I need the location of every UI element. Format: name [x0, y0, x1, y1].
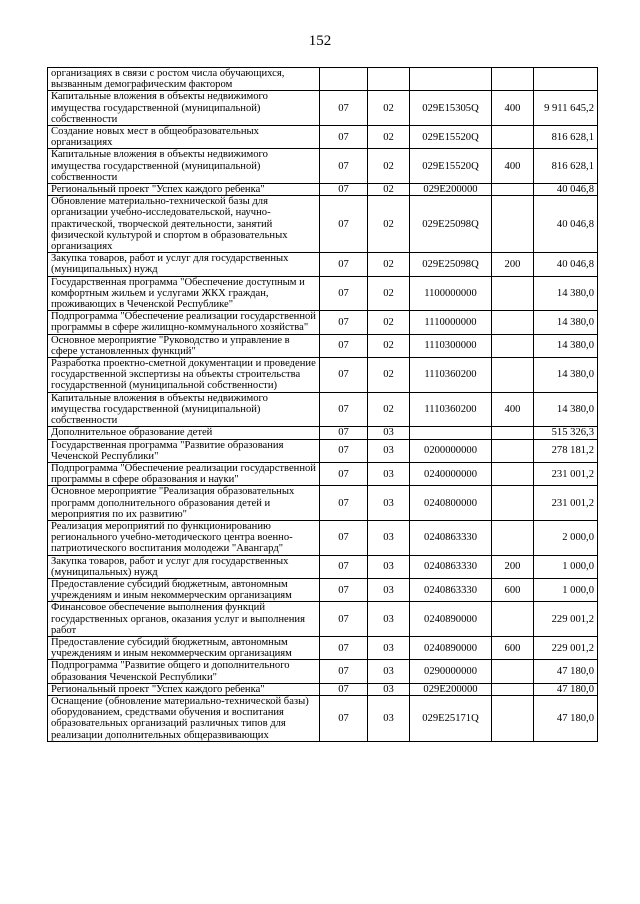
expense-type-code-cell — [492, 427, 534, 439]
target-article-code-cell: 0200000000 — [410, 439, 492, 462]
amount-cell: 229 001,2 — [534, 602, 598, 637]
amount-cell: 40 046,8 — [534, 196, 598, 253]
section-code-cell: 07 — [320, 91, 368, 126]
table-row — [48, 602, 598, 637]
target-article-code-cell: 029E200000 — [410, 184, 492, 196]
expenditure-name-cell: Региональный проект "Успех каждого ребенка" — [48, 184, 320, 196]
expense-type-code-cell — [492, 462, 534, 485]
target-article-code-cell: 029E25098Q — [410, 253, 492, 276]
subsection-code-cell: 03 — [368, 462, 410, 485]
expense-type-code-cell — [492, 695, 534, 741]
amount-cell: 9 911 645,2 — [534, 91, 598, 126]
expense-type-code-cell — [492, 602, 534, 637]
section-code-cell: 07 — [320, 555, 368, 578]
table-row — [48, 427, 598, 439]
target-article-code-cell — [410, 427, 492, 439]
subsection-code-cell: 03 — [368, 578, 410, 601]
section-code-cell: 07 — [320, 196, 368, 253]
target-article-code-cell: 0240863330 — [410, 555, 492, 578]
expenditure-name-cell: Реализация мероприятий по функционированию регионального учебно-методического центра военно-патриотического воспитания молодежи "Авангард" — [48, 520, 320, 555]
amount-cell: 14 380,0 — [534, 334, 598, 357]
target-article-code-cell: 029E15520Q — [410, 149, 492, 184]
expenditure-name-cell: Подпрограмма "Обеспечение реализации государственной программы в сфере жилищно-коммунального хозяйства" — [48, 311, 320, 334]
subsection-code-cell: 02 — [368, 334, 410, 357]
expenditure-name-cell: Финансовое обеспечение выполнения функций государственных органов, оказания услуг и выполнения работ — [48, 602, 320, 637]
table-row — [48, 520, 598, 555]
target-article-code-cell: 1110360200 — [410, 358, 492, 393]
table-row — [48, 91, 598, 126]
subsection-code-cell: 03 — [368, 439, 410, 462]
amount-cell: 2 000,0 — [534, 520, 598, 555]
table-row — [48, 660, 598, 683]
page-number: 152 — [308, 33, 332, 49]
target-article-code-cell: 1110000000 — [410, 311, 492, 334]
subsection-code-cell: 03 — [368, 636, 410, 659]
expense-type-code-cell: 600 — [492, 578, 534, 601]
amount-cell: 14 380,0 — [534, 276, 598, 311]
expense-type-code-cell — [492, 196, 534, 253]
subsection-code-cell: 02 — [368, 149, 410, 184]
table-row — [48, 683, 598, 695]
section-code-cell: 07 — [320, 149, 368, 184]
amount-cell: 816 628,1 — [534, 126, 598, 149]
target-article-code-cell: 0240000000 — [410, 462, 492, 485]
section-code-cell: 07 — [320, 358, 368, 393]
expense-type-code-cell — [492, 276, 534, 311]
amount-cell: 515 326,3 — [534, 427, 598, 439]
section-code-cell: 07 — [320, 439, 368, 462]
section-code-cell: 07 — [320, 427, 368, 439]
expenditure-name-cell: Государственная программа "Развитие образования Чеченской Республики" — [48, 439, 320, 462]
target-article-code-cell: 0290000000 — [410, 660, 492, 683]
expense-type-code-cell — [492, 520, 534, 555]
subsection-code-cell: 02 — [368, 276, 410, 311]
expenditure-name-cell: Предоставление субсидий бюджетным, автономным учреждениям и иным некоммерческим организациям — [48, 636, 320, 659]
section-code-cell: 07 — [320, 695, 368, 741]
amount-cell — [534, 68, 598, 91]
target-article-code-cell: 029E25098Q — [410, 196, 492, 253]
expense-type-code-cell — [492, 311, 534, 334]
table-row — [48, 196, 598, 253]
subsection-code-cell: 03 — [368, 660, 410, 683]
expenditure-name-cell: Закупка товаров, работ и услуг для государственных (муниципальных) нужд — [48, 555, 320, 578]
expense-type-code-cell — [492, 358, 534, 393]
table-row — [48, 184, 598, 196]
amount-cell: 1 000,0 — [534, 555, 598, 578]
target-article-code-cell: 1110300000 — [410, 334, 492, 357]
table-row — [48, 695, 598, 741]
subsection-code-cell: 03 — [368, 695, 410, 741]
subsection-code-cell: 02 — [368, 392, 410, 427]
budget-table-body — [48, 68, 598, 742]
target-article-code-cell: 029E200000 — [410, 683, 492, 695]
amount-cell: 40 046,8 — [534, 253, 598, 276]
amount-cell: 14 380,0 — [534, 358, 598, 393]
section-code-cell: 07 — [320, 578, 368, 601]
subsection-code-cell: 02 — [368, 196, 410, 253]
expense-type-code-cell: 600 — [492, 636, 534, 659]
table-row — [48, 555, 598, 578]
expenditure-name-cell: Закупка товаров, работ и услуг для государственных (муниципальных) нужд — [48, 253, 320, 276]
target-article-code-cell: 1100000000 — [410, 276, 492, 311]
expense-type-code-cell — [492, 126, 534, 149]
table-row — [48, 253, 598, 276]
expense-type-code-cell — [492, 334, 534, 357]
expense-type-code-cell — [492, 683, 534, 695]
amount-cell: 47 180,0 — [534, 660, 598, 683]
expense-type-code-cell: 400 — [492, 91, 534, 126]
expenditure-name-cell: Предоставление субсидий бюджетным, автономным учреждениям и иным некоммерческим организациям — [48, 578, 320, 601]
table-row — [48, 462, 598, 485]
expense-type-code-cell — [492, 68, 534, 91]
amount-cell: 1 000,0 — [534, 578, 598, 601]
table-row — [48, 311, 598, 334]
table-row — [48, 392, 598, 427]
expenditure-name-cell: Обновление материально-технической базы для организации учебно-исследовательской, научно-практической, творческой деятельности, занятий физической культурой и спортом в образовательных организациях — [48, 196, 320, 253]
expenditure-name-cell: Региональный проект "Успех каждого ребенка" — [48, 683, 320, 695]
target-article-code-cell: 0240863330 — [410, 520, 492, 555]
amount-cell: 816 628,1 — [534, 149, 598, 184]
target-article-code-cell: 1110360200 — [410, 392, 492, 427]
section-code-cell: 07 — [320, 126, 368, 149]
expense-type-code-cell: 200 — [492, 253, 534, 276]
subsection-code-cell: 02 — [368, 253, 410, 276]
target-article-code-cell — [410, 68, 492, 91]
expenditure-name-cell: Государственная программа "Обеспечение доступным и комфортным жильем и услугами ЖКХ граждан, проживающих в Чеченской Республике" — [48, 276, 320, 311]
table-row — [48, 578, 598, 601]
expenditure-name-cell: Подпрограмма "Развитие общего и дополнительного образования Чеченской Республики" — [48, 660, 320, 683]
amount-cell: 14 380,0 — [534, 392, 598, 427]
amount-cell: 40 046,8 — [534, 184, 598, 196]
amount-cell: 229 001,2 — [534, 636, 598, 659]
subsection-code-cell: 03 — [368, 427, 410, 439]
section-code-cell: 07 — [320, 311, 368, 334]
target-article-code-cell: 0240890000 — [410, 602, 492, 637]
expense-type-code-cell — [492, 486, 534, 521]
expenditure-name-cell: Капитальные вложения в объекты недвижимого имущества государственной (муниципальной) собственности — [48, 91, 320, 126]
expenditure-name-cell: Оснащение (обновление материально-технической базы) оборудованием, средствами обучения и воспитания образовательных организаций различных типов для реализации дополнительных общеразвивающих — [48, 695, 320, 741]
table-row — [48, 486, 598, 521]
budget-table — [47, 67, 598, 742]
subsection-code-cell: 03 — [368, 683, 410, 695]
amount-cell: 14 380,0 — [534, 311, 598, 334]
amount-cell: 47 180,0 — [534, 683, 598, 695]
section-code-cell: 07 — [320, 184, 368, 196]
target-article-code-cell: 029E25171Q — [410, 695, 492, 741]
expenditure-name-cell: Основное мероприятие "Руководство и управление в сфере установленных функций" — [48, 334, 320, 357]
target-article-code-cell: 029E15305Q — [410, 91, 492, 126]
amount-cell: 278 181,2 — [534, 439, 598, 462]
subsection-code-cell: 02 — [368, 358, 410, 393]
expenditure-name-cell: Дополнительное образование детей — [48, 427, 320, 439]
expense-type-code-cell: 400 — [492, 392, 534, 427]
expenditure-name-cell: организациях в связи с ростом числа обучающихся, вызванным демографическим фактором — [48, 68, 320, 91]
expense-type-code-cell — [492, 184, 534, 196]
subsection-code-cell: 02 — [368, 91, 410, 126]
section-code-cell: 07 — [320, 334, 368, 357]
section-code-cell: 07 — [320, 486, 368, 521]
subsection-code-cell: 02 — [368, 311, 410, 334]
subsection-code-cell: 03 — [368, 486, 410, 521]
target-article-code-cell: 029E15520Q — [410, 126, 492, 149]
section-code-cell: 07 — [320, 683, 368, 695]
expense-type-code-cell: 400 — [492, 149, 534, 184]
subsection-code-cell: 03 — [368, 555, 410, 578]
table-row — [48, 276, 598, 311]
section-code-cell: 07 — [320, 392, 368, 427]
table-row — [48, 149, 598, 184]
table-row — [48, 68, 598, 91]
table-row — [48, 636, 598, 659]
table-row — [48, 334, 598, 357]
subsection-code-cell: 03 — [368, 602, 410, 637]
section-code-cell: 07 — [320, 636, 368, 659]
expense-type-code-cell — [492, 439, 534, 462]
section-code-cell: 07 — [320, 276, 368, 311]
subsection-code-cell: 03 — [368, 520, 410, 555]
section-code-cell: 07 — [320, 462, 368, 485]
target-article-code-cell: 0240890000 — [410, 636, 492, 659]
table-row — [48, 439, 598, 462]
expenditure-name-cell: Разработка проектно-сметной документации и проведение государственной экспертизы на объекты строительства государственной (муниципальной собственности) — [48, 358, 320, 393]
expense-type-code-cell — [492, 660, 534, 683]
section-code-cell: 07 — [320, 602, 368, 637]
amount-cell: 47 180,0 — [534, 695, 598, 741]
expenditure-name-cell: Капитальные вложения в объекты недвижимого имущества государственной (муниципальной) собственности — [48, 392, 320, 427]
target-article-code-cell: 0240800000 — [410, 486, 492, 521]
expense-type-code-cell: 200 — [492, 555, 534, 578]
section-code-cell: 07 — [320, 253, 368, 276]
subsection-code-cell — [368, 68, 410, 91]
amount-cell: 231 001,2 — [534, 462, 598, 485]
expenditure-name-cell: Подпрограмма "Обеспечение реализации государственной программы в сфере образования и науки" — [48, 462, 320, 485]
expenditure-name-cell: Основное мероприятие "Реализация образовательных программ дополнительного образования детей и мероприятия по их развитию" — [48, 486, 320, 521]
expenditure-name-cell: Создание новых мест в общеобразовательных организациях — [48, 126, 320, 149]
subsection-code-cell: 02 — [368, 126, 410, 149]
subsection-code-cell: 02 — [368, 184, 410, 196]
amount-cell: 231 001,2 — [534, 486, 598, 521]
section-code-cell — [320, 68, 368, 91]
section-code-cell: 07 — [320, 660, 368, 683]
target-article-code-cell: 0240863330 — [410, 578, 492, 601]
table-row — [48, 126, 598, 149]
table-row — [48, 358, 598, 393]
section-code-cell: 07 — [320, 520, 368, 555]
expenditure-name-cell: Капитальные вложения в объекты недвижимого имущества государственной (муниципальной) собственности — [48, 149, 320, 184]
